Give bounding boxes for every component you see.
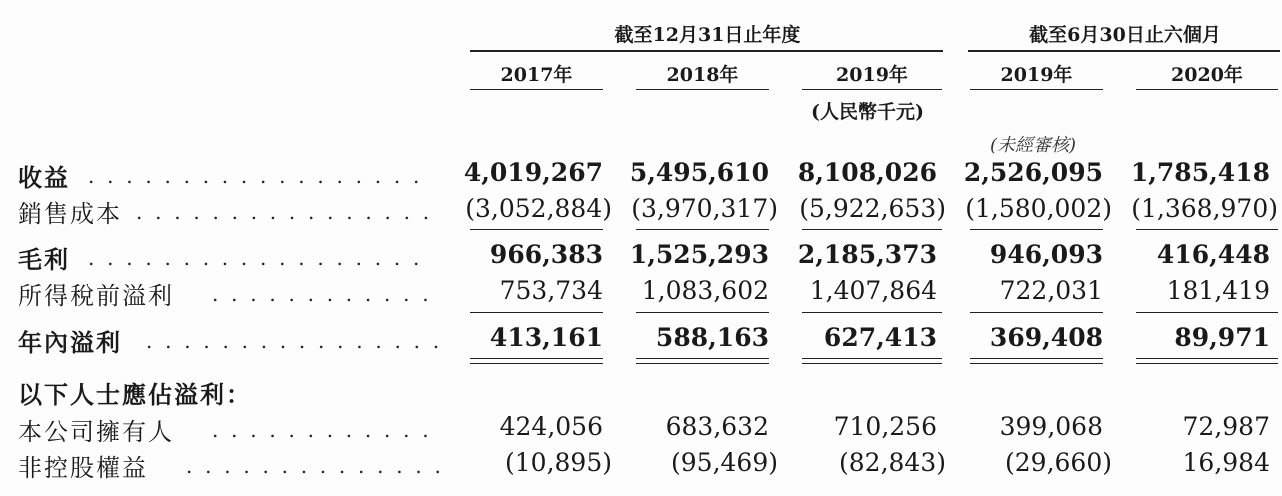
section-heading: 以下人士應佔溢利： [18, 380, 252, 409]
year-2019-header: 2019年 [836, 64, 908, 86]
cell-2020-interim: 16,984 [1182, 448, 1270, 477]
table-row-profit-before-tax [0, 276, 1282, 308]
cell-2019: 2,185,373 [797, 240, 937, 269]
cell-2019-interim: 946,093 [989, 240, 1103, 269]
year-2020-interim-header: 2020年 [1171, 64, 1243, 86]
cell-2018: 5,495,610 [629, 158, 769, 187]
leader-dots: . . . . . . . . . . . . . . . . [146, 329, 443, 353]
year-2019-interim-header: 2019年 [1000, 64, 1073, 86]
cell-2019-interim: 399,068 [999, 412, 1103, 441]
cell-2019-interim: (1,580,002) [965, 194, 1112, 223]
subtotal-rule [470, 312, 603, 313]
cell-2018: (95,469) [671, 448, 778, 477]
leader-dots: . . . . . . . . . . . . . . . . [136, 200, 433, 224]
cell-2020-interim: 1,785,418 [1130, 158, 1270, 187]
table-row-attributable-heading [0, 375, 1282, 407]
cell-2017: 753,734 [499, 276, 603, 305]
subtotal-rule [1136, 229, 1278, 230]
row-label: 銷售成本 [18, 200, 122, 228]
leader-dots: . . . . . . . . . . . . . . . . . . [88, 164, 423, 188]
row-label: 本公司擁有人 [18, 418, 174, 446]
subtotal-rule [802, 312, 942, 313]
cell-2018: 1,525,293 [629, 240, 769, 269]
cell-2018: 588,163 [655, 323, 769, 352]
cell-2020-interim: (1,368,970) [1131, 194, 1278, 223]
row-label: 收益 [18, 163, 70, 192]
leader-dots: . . . . . . . . . . . . [212, 282, 432, 306]
table-row-non-controlling-interests [0, 448, 1282, 480]
year-rule-2017 [470, 89, 603, 90]
cell-2019: 710,256 [833, 412, 937, 441]
row-label: 非控股權益 [18, 454, 148, 482]
year-2017-header: 2017年 [500, 64, 573, 86]
cell-2020-interim: 72,987 [1182, 412, 1270, 441]
cell-2019-interim: (29,660) [1005, 448, 1112, 477]
year-2018-header: 2018年 [666, 64, 739, 86]
cell-2019-interim: 722,031 [999, 276, 1103, 305]
cell-2017: 413,161 [489, 323, 603, 352]
header-rule-interim [968, 50, 1280, 52]
cell-2019-interim: 369,408 [989, 323, 1103, 352]
leader-dots: . . . . . . . . . . . . . . . . . . [88, 246, 423, 270]
row-label: 年內溢利 [18, 328, 122, 357]
subtotal-rule [970, 312, 1103, 313]
header-rule-annual [470, 50, 943, 52]
cell-2019: 627,413 [823, 323, 937, 352]
subtotal-rule [636, 312, 769, 313]
cell-2019: (82,843) [839, 448, 946, 477]
subtotal-rule [802, 229, 942, 230]
cell-2019: 1,407,864 [809, 276, 937, 305]
cell-2017: (3,052,884) [465, 194, 612, 223]
table-row-profit-for-year [0, 323, 1282, 355]
header-period-annual: 截至12月31日止年度 [614, 24, 801, 46]
cell-2017: 424,056 [499, 412, 603, 441]
total-double-rule [970, 358, 1103, 364]
row-label: 毛利 [18, 245, 70, 274]
cell-2018: 1,083,602 [641, 276, 769, 305]
cell-2020-interim: 181,419 [1166, 276, 1270, 305]
cell-2020-interim: 89,971 [1174, 323, 1270, 352]
cell-2017: 966,383 [489, 240, 603, 269]
year-rule-2020-interim [1136, 89, 1278, 90]
subtotal-rule [1136, 312, 1278, 313]
table-row-gross-profit [0, 240, 1282, 272]
year-rule-2019 [802, 89, 942, 90]
total-double-rule [1136, 358, 1278, 364]
table-row-revenue [0, 158, 1282, 190]
row-label: 所得稅前溢利 [18, 282, 174, 310]
header-period-interim: 截至6月30日止六個月 [1029, 24, 1221, 46]
cell-2018: (3,970,317) [631, 194, 778, 223]
cell-2019-interim: 2,526,095 [963, 158, 1103, 187]
cell-2019: 8,108,026 [797, 158, 937, 187]
cell-2018: 683,632 [665, 412, 769, 441]
cell-2017: 4,019,267 [463, 158, 603, 187]
subtotal-rule [970, 229, 1103, 230]
subtotal-rule [470, 229, 603, 230]
cell-2019: (5,922,653) [799, 194, 946, 223]
currency-unit-label: (人民幣千元) [811, 101, 924, 123]
subtotal-rule [636, 229, 769, 230]
leader-dots: . . . . . . . . . . . . [212, 418, 432, 442]
year-rule-2018 [636, 89, 769, 90]
total-double-rule [636, 358, 769, 364]
year-rule-2019-interim [970, 89, 1103, 90]
cell-2020-interim: 416,448 [1156, 240, 1270, 269]
total-double-rule [470, 358, 603, 364]
total-double-rule [802, 358, 942, 364]
cell-2017: (10,895) [505, 448, 612, 477]
unaudited-label: (未經審核) [989, 135, 1077, 156]
table-row-cost-of-sales [0, 194, 1282, 226]
leader-dots: . . . . . . . . . . . . . . [186, 454, 445, 478]
table-row-owners-of-company [0, 412, 1282, 444]
